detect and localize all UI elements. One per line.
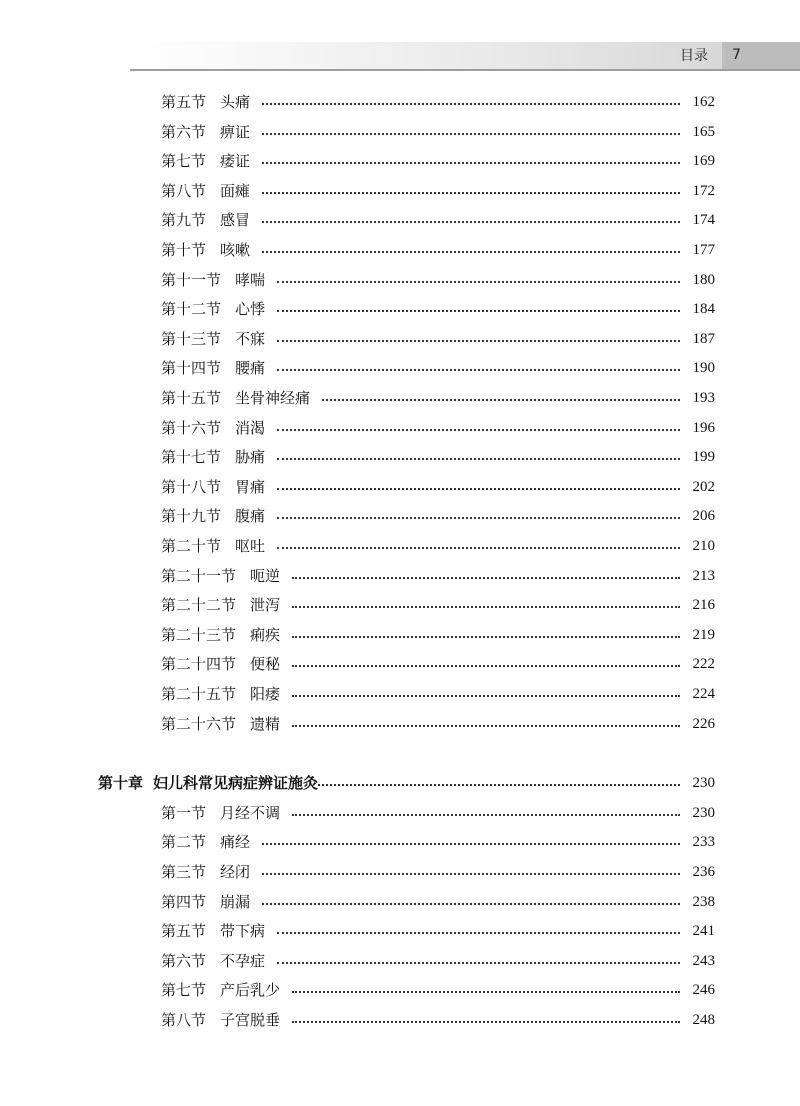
dot-leader [322,399,680,401]
section-title: 感冒 [220,211,251,229]
section-number: 第十节 [161,241,207,259]
section-title: 不孕症 [220,952,266,970]
section-title: 坐骨神经痛 [235,389,311,407]
section-number: 第三节 [161,863,207,881]
section-number: 第五节 [161,93,207,111]
dot-leader [277,340,680,342]
section-title: 痹证 [220,123,251,141]
dot-leader [262,221,680,223]
toc-section-entry[interactable] [0,949,800,973]
section-title: 经闭 [220,863,251,881]
section-title: 咳嗽 [220,241,251,259]
dot-leader [262,162,680,164]
section-number: 第二节 [161,833,207,851]
toc-section-entry[interactable] [0,416,800,440]
toc-section-entry[interactable] [0,179,800,203]
section-number: 第二十六节 [161,715,237,733]
page-number: 226 [692,716,715,732]
toc-section-entry[interactable] [0,297,800,321]
section-title: 泄泻 [250,596,281,614]
page-number: 202 [692,479,715,495]
page-number: 177 [692,242,715,258]
dot-leader [262,251,680,253]
dot-leader [262,192,680,194]
running-header-label: 目录 [680,48,708,64]
section-number: 第十八节 [161,478,222,496]
dot-leader [292,991,680,993]
toc-section-entry[interactable] [0,860,800,884]
page-number: 206 [692,508,715,524]
dot-leader [262,133,680,135]
page-number: 190 [692,360,715,376]
toc-section-entry[interactable] [0,1008,800,1032]
section-title: 腰痛 [235,359,266,377]
dot-leader [292,1021,680,1023]
page-number: 230 [692,775,715,791]
page-number: 213 [692,568,715,584]
dot-leader [277,458,680,460]
section-title: 遗精 [250,715,281,733]
section-title: 带下病 [220,922,266,940]
chapter-number: 第十章 [98,774,144,792]
dot-leader [292,725,680,727]
dot-leader [292,636,680,638]
toc-section-entry[interactable] [0,268,800,292]
page-number: 238 [692,894,715,910]
section-title: 呕吐 [235,537,266,555]
section-title: 哮喘 [235,271,266,289]
section-number: 第八节 [161,182,207,200]
section-number: 第十四节 [161,359,222,377]
toc-section-entry[interactable] [0,682,800,706]
chapter-title: 妇儿科常见病症辨证施灸 [153,774,319,792]
section-title: 呃逆 [250,567,281,585]
dot-leader [262,873,680,875]
page-number: 162 [692,94,715,110]
page-number: 222 [692,656,715,672]
page-number: 246 [692,982,715,998]
dot-leader [277,310,680,312]
section-title: 崩漏 [220,893,251,911]
section-title: 便秘 [250,655,281,673]
section-number: 第十一节 [161,271,222,289]
section-title: 阳痿 [250,685,281,703]
section-number: 第六节 [161,123,207,141]
dot-leader [318,784,680,786]
section-title: 腹痛 [235,507,266,525]
toc-section-entry[interactable] [0,564,800,588]
section-title: 胁痛 [235,448,266,466]
page-number: 199 [692,449,715,465]
section-number: 第二十三节 [161,626,237,644]
page-number: 196 [692,420,715,436]
section-number: 第九节 [161,211,207,229]
page-number: 210 [692,538,715,554]
section-title: 产后乳少 [220,981,281,999]
section-title: 不寐 [235,330,266,348]
section-title: 痛经 [220,833,251,851]
section-number: 第十二节 [161,300,222,318]
toc-section-entry[interactable] [0,327,800,351]
section-number: 第一节 [161,804,207,822]
toc-section-entry[interactable] [0,830,800,854]
section-title: 痢疾 [250,626,281,644]
page-number: 236 [692,864,715,880]
toc-section-entry[interactable] [0,356,800,380]
dot-leader [262,903,680,905]
page-number: 180 [692,272,715,288]
toc-section-entry[interactable] [0,712,800,736]
section-number: 第七节 [161,152,207,170]
section-number: 第二十一节 [161,567,237,585]
toc-section-entry[interactable] [0,475,800,499]
section-number: 第七节 [161,981,207,999]
section-number: 第十五节 [161,389,222,407]
page-number: 224 [692,686,715,702]
dot-leader [292,695,680,697]
section-title: 面瘫 [220,182,251,200]
page-number: 165 [692,124,715,140]
page-number: 230 [692,805,715,821]
toc-section-entry[interactable] [0,120,800,144]
section-number: 第四节 [161,893,207,911]
page-number: 172 [692,183,715,199]
toc-section-entry[interactable] [0,90,800,114]
toc-section-entry[interactable] [0,593,800,617]
section-number: 第十九节 [161,507,222,525]
section-number: 第十六节 [161,419,222,437]
section-number: 第六节 [161,952,207,970]
section-number: 第十七节 [161,448,222,466]
dot-leader [277,281,680,283]
page-number: 193 [692,390,715,406]
dot-leader [262,103,680,105]
toc-section-entry[interactable] [0,386,800,410]
page-number: 187 [692,331,715,347]
dot-leader [277,932,680,934]
page-number: 243 [692,953,715,969]
toc-section-entry[interactable] [0,919,800,943]
dot-leader [292,814,680,816]
toc-section-entry[interactable] [0,208,800,232]
dot-leader [277,547,680,549]
dot-leader [292,665,680,667]
page-number: 184 [692,301,715,317]
dot-leader [277,429,680,431]
running-header-page-number: 7 [722,42,800,69]
page-number: 174 [692,212,715,228]
page-number: 233 [692,834,715,850]
toc-section-entry[interactable] [0,978,800,1002]
section-title: 子宫脱垂 [220,1011,281,1029]
page-number: 219 [692,627,715,643]
toc-section-entry[interactable] [0,623,800,647]
toc-section-entry[interactable] [0,238,800,262]
toc-section-entry[interactable] [0,652,800,676]
section-title: 月经不调 [220,804,281,822]
dot-leader [277,369,680,371]
toc-chapter-entry[interactable] [0,771,800,795]
section-number: 第十三节 [161,330,222,348]
dot-leader [292,577,680,579]
dot-leader [292,606,680,608]
toc-section-entry[interactable] [0,890,800,914]
section-number: 第二十五节 [161,685,237,703]
section-title: 心悸 [235,300,266,318]
toc-section-entry[interactable] [0,445,800,469]
toc-section-entry[interactable] [0,504,800,528]
header-divider [130,69,800,71]
toc-section-entry[interactable] [0,534,800,558]
dot-leader [277,488,680,490]
dot-leader [262,843,680,845]
page-number: 241 [692,923,715,939]
section-number: 第五节 [161,922,207,940]
section-number: 第二十二节 [161,596,237,614]
section-number: 第二十节 [161,537,222,555]
page-number: 169 [692,153,715,169]
toc-section-entry[interactable] [0,149,800,173]
section-number: 第八节 [161,1011,207,1029]
section-title: 胃痛 [235,478,266,496]
section-title: 头痛 [220,93,251,111]
section-number: 第二十四节 [161,655,237,673]
dot-leader [277,517,680,519]
page-number: 248 [692,1012,715,1028]
section-title: 痿证 [220,152,251,170]
toc-section-entry[interactable] [0,801,800,825]
dot-leader [277,962,680,964]
page-number: 216 [692,597,715,613]
section-title: 消渴 [235,419,266,437]
